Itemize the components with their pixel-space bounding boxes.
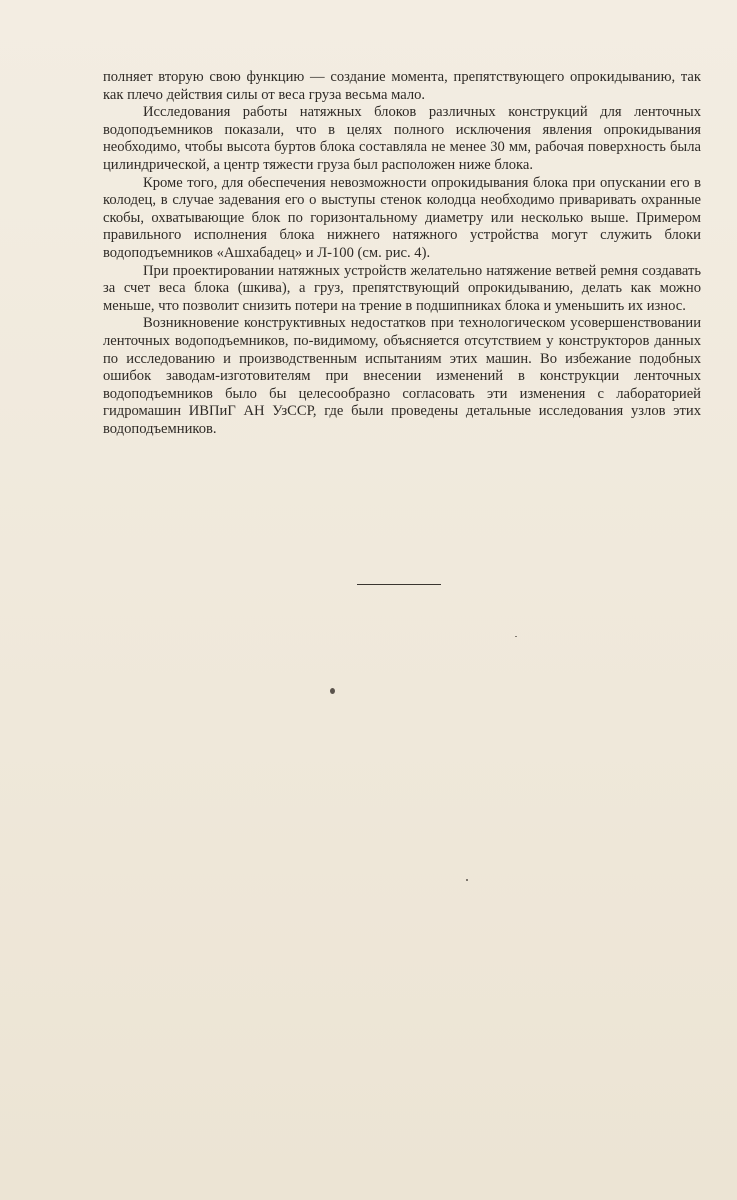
body-text <box>103 69 701 438</box>
paper-speck <box>515 636 517 637</box>
section-end-rule <box>357 584 441 585</box>
paper-speck <box>466 879 468 881</box>
paragraph-protective-brackets: Кроме того, для обеспечения невозможности опрокидывания блока при опускании его в колодец, в случае задевания его о выступы стенок колодца необходимо приваривать охранные скобы, охватывающие блок по горизонтальному диаметру или несколько выше. Примером правильного исполнения блока нижнего натяжного устройства могут служить блоки водоподъемников «Ашхабадец» и Л-100 (см. рис. 4). <box>103 174 701 261</box>
paper-speck <box>330 688 335 694</box>
paragraph-tensioner-design: При проектировании натяжных устройств желательно натяжение ветвей ремня создавать за счет веса блока (шкива), а груз, препятствующий опрокидыванию, делать как можно меньше, что позволит снизить потери на трение в подшипниках блока и уменьшить их износ. <box>103 262 701 314</box>
paragraph-continuation: полняет вторую свою функцию — создание момента, препятствующего опрокидыванию, так как плечо действия силы от веса груза весьма мало. <box>103 69 701 103</box>
paragraph-block-research: Исследования работы натяжных блоков различных конструкций для ленточных водоподъемников показали, что в целях полного исключения явления опрокидывания необходимо, чтобы высота буртов блока составляла не менее 30 мм, рабочая поверхность была цилиндрической, а центр тяжести груза был расположен ниже блока. <box>103 104 701 173</box>
paragraph-design-flaws: Возникновение конструктивных недостатков при технологическом усовершенствовании ленточных водоподъемников, по-видимому, объясняется отсутствием у конструкторов данных по исследованию и производственным испытаниям этих машин. Во избежание подобных ошибок заводам-изготовителям при внесении изменений в конструкции ленточных водоподъемников было бы целесообразно согласовать эти изменения с лабораторией гидромашин ИВПиГ АН УзССР, где были проведены детальные исследования узлов этих водоподъемников. <box>103 315 701 437</box>
